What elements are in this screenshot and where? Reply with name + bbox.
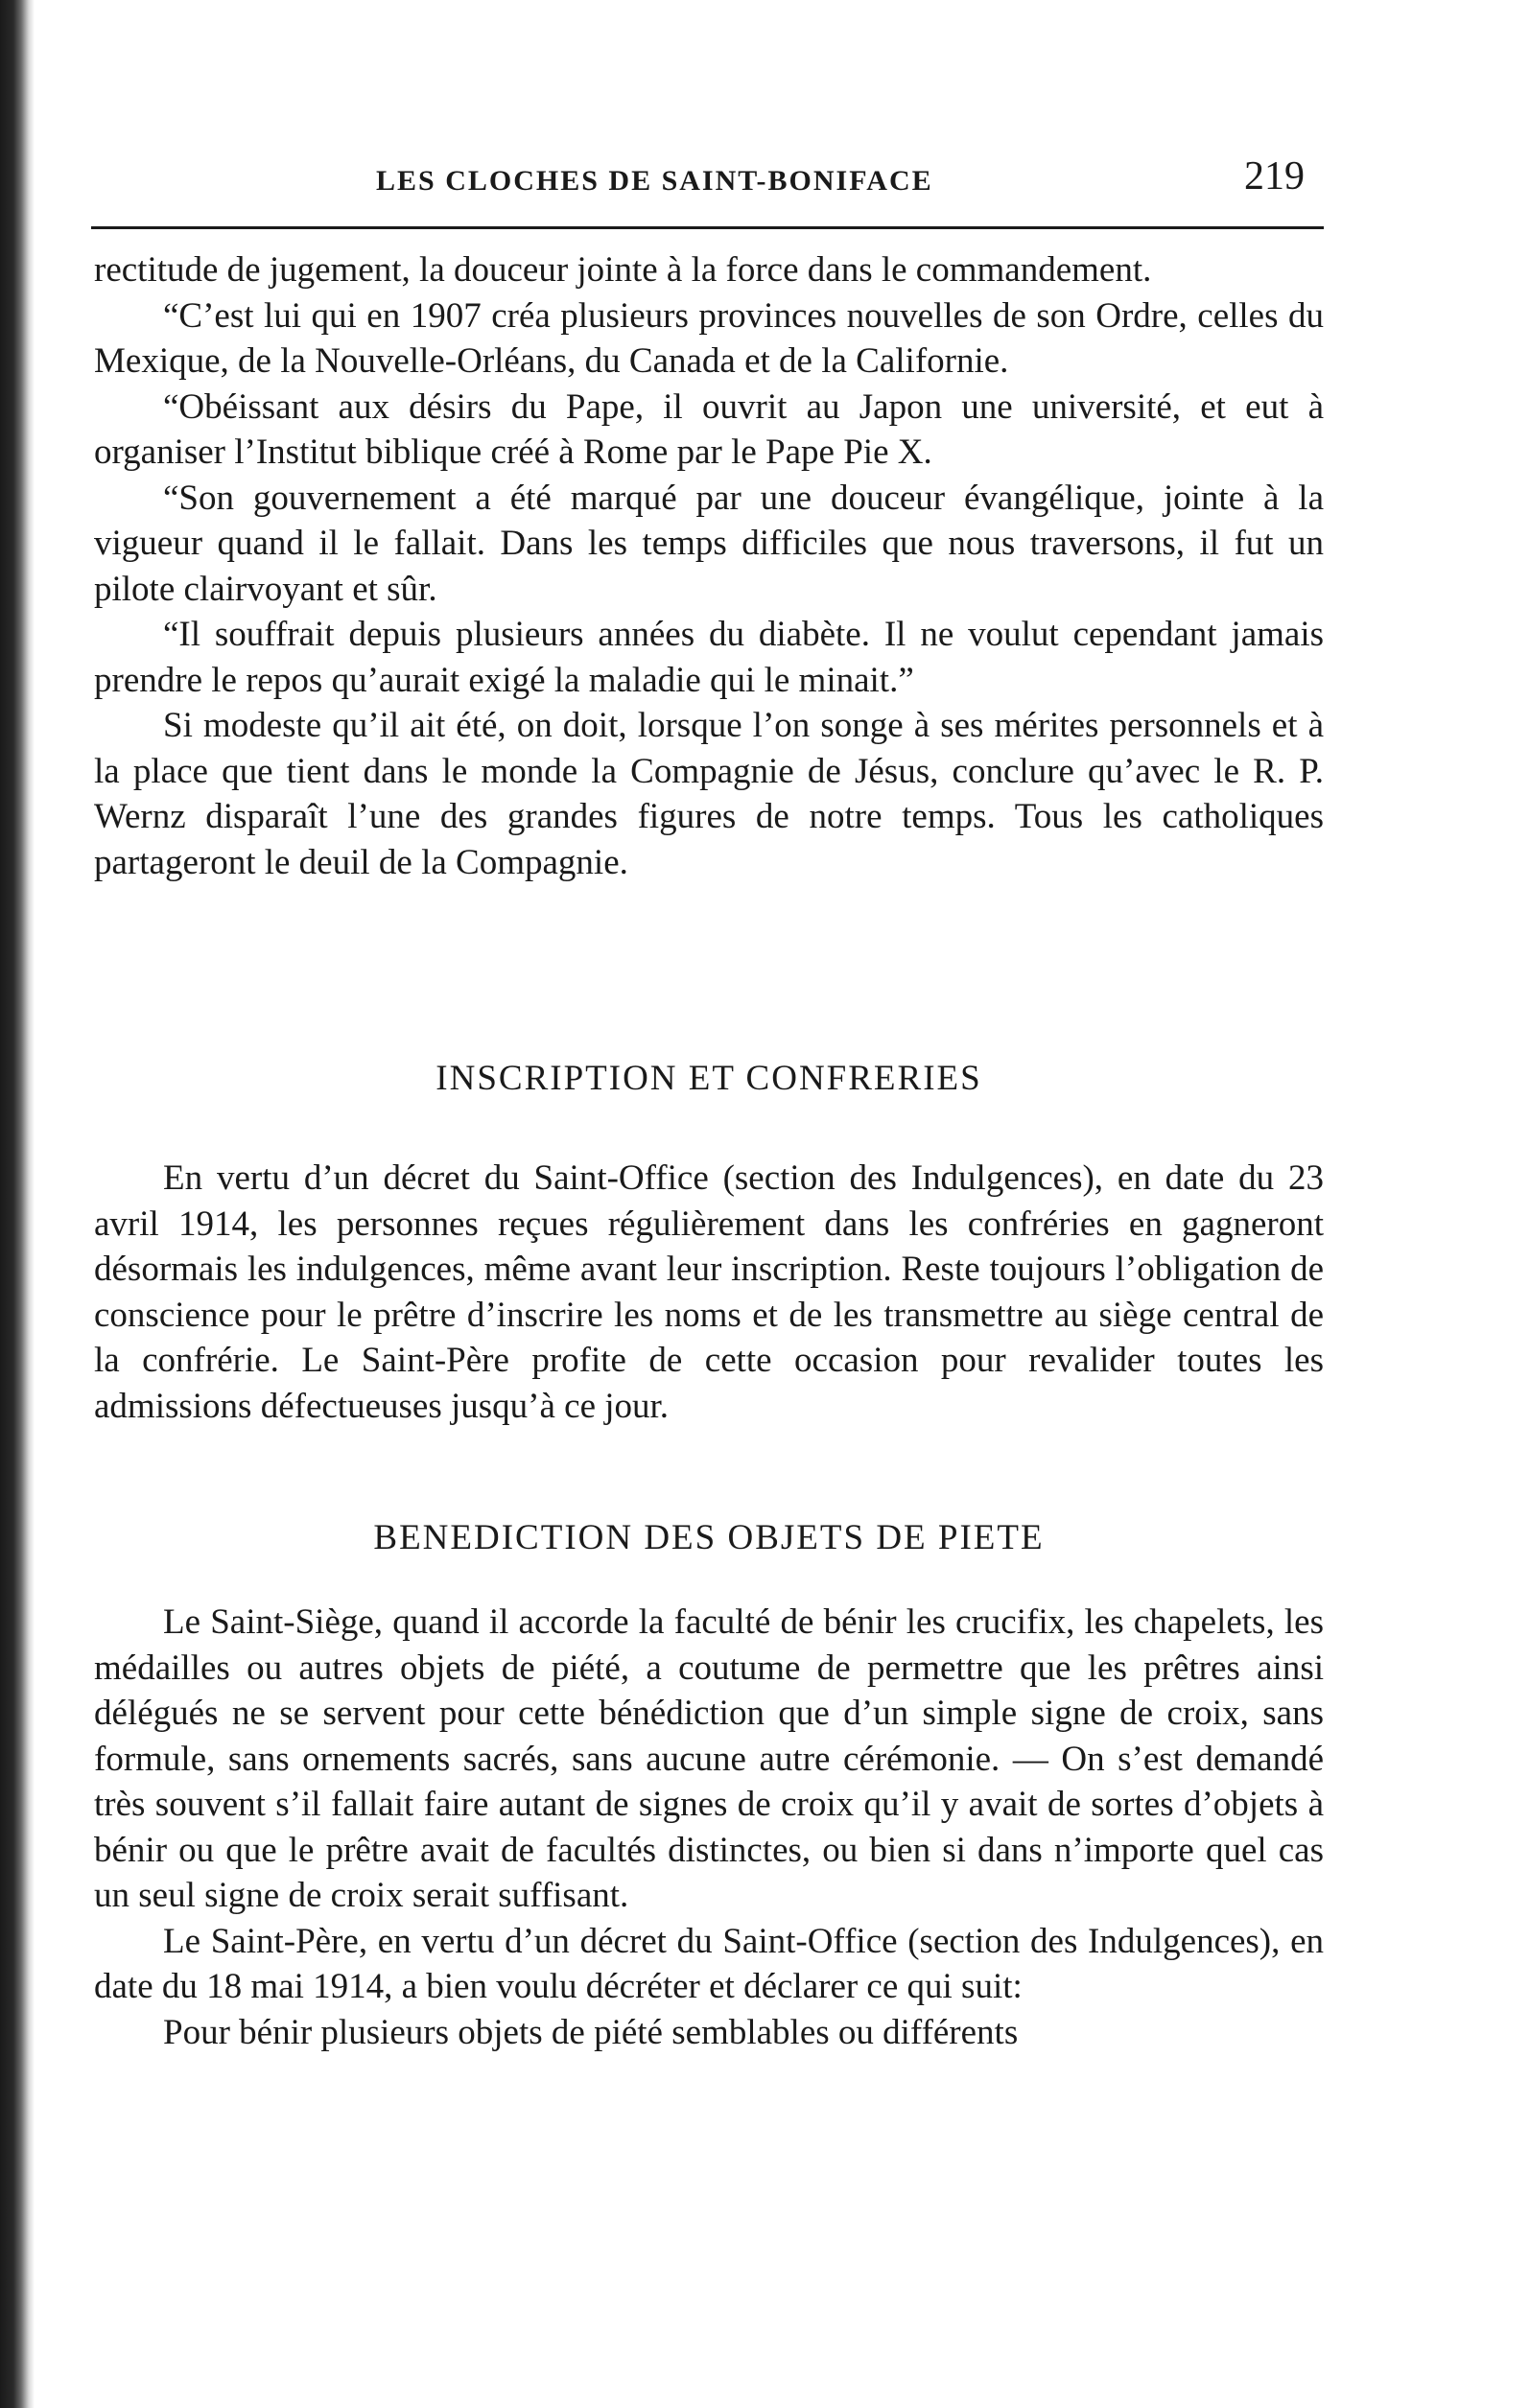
paragraph: “Son gouvernement a été marqué par une douceur évangélique, jointe à la vigueur quand il le fallait. Dans les temps difficiles que nous traversons, il fut un pilote clairvoyant et sûr. (94, 478, 1324, 609)
section-heading-inscription: INSCRIPTION ET CONFRERIES (435, 1059, 982, 1098)
paragraph: “C’est lui qui en 1907 créa plusieurs provinces nouvelles de son Ordre, celles du Mexique, de la Nouvelle-Orléans, du Canada et de la Californie. (94, 295, 1324, 381)
confreries-text-block (94, 1156, 1324, 1429)
paragraph: “Obéissant aux désirs du Pape, il ouvrit au Japon une université, et eut à organiser l’Institut biblique créé à Rome par le Pape Pie X. (94, 386, 1324, 472)
obituary-text-block (94, 247, 1324, 885)
paragraph: Si modeste qu’il ait été, on doit, lorsque l’on songe à ses mérites personnels et à la place que tient dans le monde la Compagnie de Jésus, conclure qu’avec le R. P. Wernz disparaît l’une des grandes figures de notre temps. Tous les catholiques partageront le deuil de la Compagnie. (94, 706, 1324, 882)
section-heading-benediction: BENEDICTION DES OBJETS DE PIETE (373, 1518, 1045, 1557)
paragraph: Pour bénir plusieurs objets de piété semblables ou différents (163, 2012, 1019, 2052)
page-number: 219 (1244, 154, 1305, 199)
paragraph: En vertu d’un décret du Saint-Office (section des Indulgences), en date du 23 avril 1914, les personnes reçues régulièrement dans les confréries en gagneront désormais les indulgences, même avant leur inscription. Reste toujours l’obligation de conscience pour le prêtre d’inscrire les noms et de les transmettre au siège central de la confrérie. Le Saint-Père profite de cette occasion pour revalider toutes les admissions défectueuses jusqu’à ce jour. (94, 1158, 1324, 1426)
paragraph: Le Saint-Père, en vertu d’un décret du Saint-Office (section des Indulgences), en date du 18 mai 1914, a bien voulu décréter et déclarer ce qui suit: (94, 1921, 1324, 2006)
benediction-text-block (94, 1600, 1324, 2055)
paragraph: rectitude de jugement, la douceur jointe à la force dans le commandement. (94, 250, 1152, 290)
header-rule (91, 226, 1324, 229)
running-title: LES CLOCHES DE SAINT-BONIFACE (376, 165, 933, 197)
running-header (365, 153, 1333, 201)
paragraph: “Il souffrait depuis plusieurs années du diabète. Il ne voulut cependant jamais prendre le repos qu’aurait exigé la maladie qui le minait.” (94, 615, 1324, 700)
page-binding-edge (0, 0, 35, 2408)
paragraph: Le Saint-Siège, quand il accorde la faculté de bénir les crucifix, les chapelets, les médailles ou autres objets de piété, a coutume de permettre que les prêtres ainsi délégués ne se servent pour cette bénédiction que d’un simple signe de croix, sans formule, sans ornements sacrés, sans aucune autre cérémonie. — On s’est demandé très souvent s’il fallait faire autant de signes de croix qu’il y avait de sortes d’objets à bénir ou que le prêtre avait de facultés distinctes, ou bien si dans n’importe quel cas un seul signe de croix serait suffisant. (94, 1602, 1324, 1915)
